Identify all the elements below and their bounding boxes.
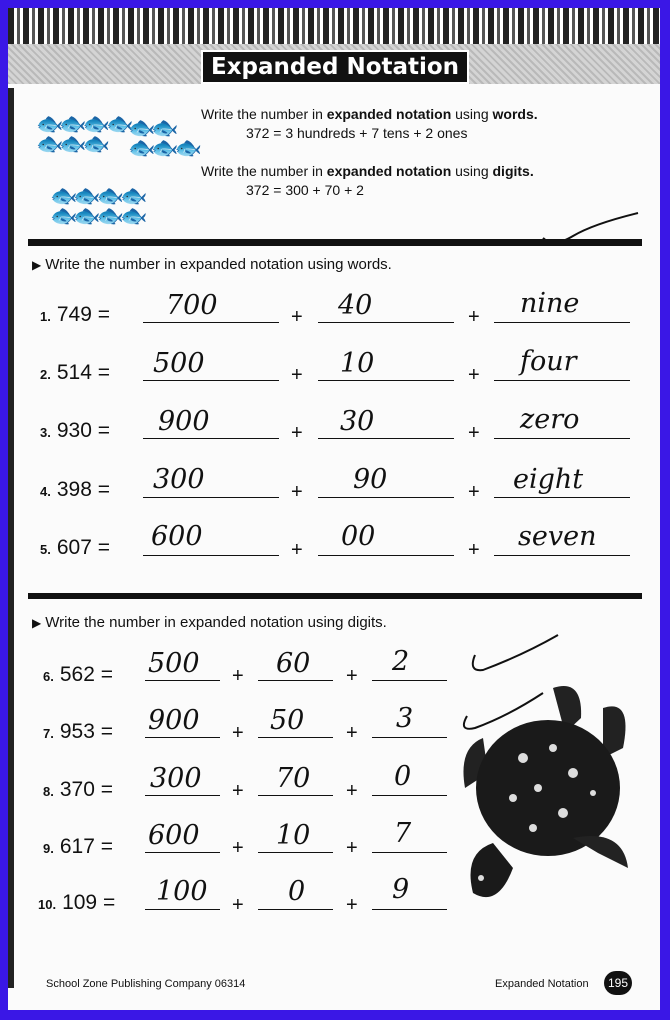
- decorative-stripe: [8, 8, 660, 44]
- plus-sign: +: [346, 780, 358, 802]
- plus-sign: +: [291, 364, 303, 386]
- section-heading-digits: ▶ Write the number in expanded notation using digits.: [32, 614, 387, 631]
- plus-sign: +: [468, 481, 480, 503]
- handwritten-answer: 00: [341, 521, 376, 552]
- plus-sign: +: [468, 422, 480, 444]
- plus-sign: +: [232, 780, 244, 802]
- handwritten-answer: 2: [392, 646, 410, 677]
- plus-sign: +: [346, 894, 358, 916]
- binding-edge: [8, 88, 14, 988]
- words-example: 372 = 3 hundreds + 7 tens + 2 ones: [246, 125, 468, 141]
- plus-sign: +: [346, 722, 358, 744]
- plus-sign: +: [232, 722, 244, 744]
- handwritten-answer: 60: [276, 648, 311, 679]
- answer-blank[interactable]: [372, 650, 447, 681]
- problem-number: 3. 930 =: [40, 419, 110, 442]
- handwritten-answer: 300: [153, 464, 205, 495]
- page-number: 195: [604, 971, 632, 995]
- plus-sign: +: [468, 306, 480, 328]
- handwritten-answer: 7: [394, 818, 412, 849]
- section-divider: [28, 593, 642, 599]
- handwritten-answer: 900: [158, 406, 210, 437]
- handwritten-answer: 300: [150, 763, 202, 794]
- handwritten-answer: 90: [353, 464, 388, 495]
- handwritten-answer: eight: [513, 464, 584, 495]
- handwritten-answer: 600: [148, 820, 200, 851]
- problem-number: 4. 398 =: [40, 478, 110, 501]
- section-heading-words: ▶ Write the number in expanded notation using words.: [32, 256, 392, 273]
- digits-instruction: Write the number in expanded notation using digits.: [201, 163, 534, 179]
- plus-sign: +: [346, 665, 358, 687]
- plus-sign: +: [232, 665, 244, 687]
- answer-blank[interactable]: [318, 408, 454, 439]
- fish-school-icon: 🐟🐟 🐟🐟🐟: [128, 115, 199, 160]
- page-title: Expanded Notation: [201, 50, 469, 84]
- topic-footer: Expanded Notation: [495, 978, 589, 990]
- plus-sign: +: [291, 539, 303, 561]
- check-mark-icon: [463, 630, 563, 675]
- handwritten-answer: 3: [396, 703, 414, 734]
- handwritten-answer: 100: [156, 876, 208, 907]
- handwritten-answer: zero: [520, 404, 580, 435]
- handwritten-answer: 10: [276, 820, 311, 851]
- problem-number: 9. 617 =: [43, 835, 113, 858]
- handwritten-answer: 70: [276, 763, 311, 794]
- sea-turtle-illustration: [453, 678, 633, 918]
- problem-number: 5. 607 =: [40, 536, 110, 559]
- handwritten-answer: 0: [394, 761, 412, 792]
- plus-sign: +: [291, 306, 303, 328]
- handwritten-answer: 9: [392, 874, 410, 905]
- handwritten-answer: 700: [166, 290, 218, 321]
- plus-sign: +: [468, 539, 480, 561]
- handwritten-answer: nine: [520, 288, 580, 319]
- plus-sign: +: [232, 894, 244, 916]
- problem-number: 1. 749 =: [40, 303, 110, 326]
- handwritten-answer: 900: [148, 705, 200, 736]
- answer-blank[interactable]: [318, 350, 454, 381]
- handwritten-answer: 50: [270, 705, 305, 736]
- problem-number: 8. 370 =: [43, 778, 113, 801]
- publisher-footer: School Zone Publishing Company 06314: [46, 978, 246, 990]
- handwritten-answer: 30: [340, 406, 375, 437]
- problem-number: 10. 109 =: [38, 891, 116, 914]
- digits-example: 372 = 300 + 70 + 2: [246, 182, 364, 198]
- plus-sign: +: [232, 837, 244, 859]
- handwritten-answer: four: [520, 346, 577, 377]
- problem-number: 2. 514 =: [40, 361, 110, 384]
- answer-blank[interactable]: [372, 879, 447, 910]
- plus-sign: +: [291, 481, 303, 503]
- handwritten-answer: 500: [153, 348, 205, 379]
- handwritten-answer: 600: [151, 521, 203, 552]
- plus-sign: +: [468, 364, 480, 386]
- section-divider: [28, 239, 642, 246]
- answer-blank[interactable]: [318, 525, 454, 556]
- problem-number: 7. 953 =: [43, 720, 113, 743]
- problem-number: 6. 562 =: [43, 663, 113, 686]
- handwritten-answer: 10: [340, 348, 375, 379]
- fish-school-icon: 🐟🐟🐟🐟 🐟🐟🐟🐟: [50, 183, 144, 228]
- words-instruction: Write the number in expanded notation using words.: [201, 106, 538, 122]
- handwritten-answer: 40: [338, 290, 373, 321]
- plus-sign: +: [291, 422, 303, 444]
- handwritten-answer: 0: [288, 876, 306, 907]
- handwritten-answer: 500: [148, 648, 200, 679]
- handwritten-answer: seven: [518, 521, 597, 552]
- plus-sign: +: [346, 837, 358, 859]
- fish-school-icon: 🐟🐟🐟🐟 🐟🐟🐟: [36, 111, 130, 156]
- worksheet-page: [8, 8, 660, 1010]
